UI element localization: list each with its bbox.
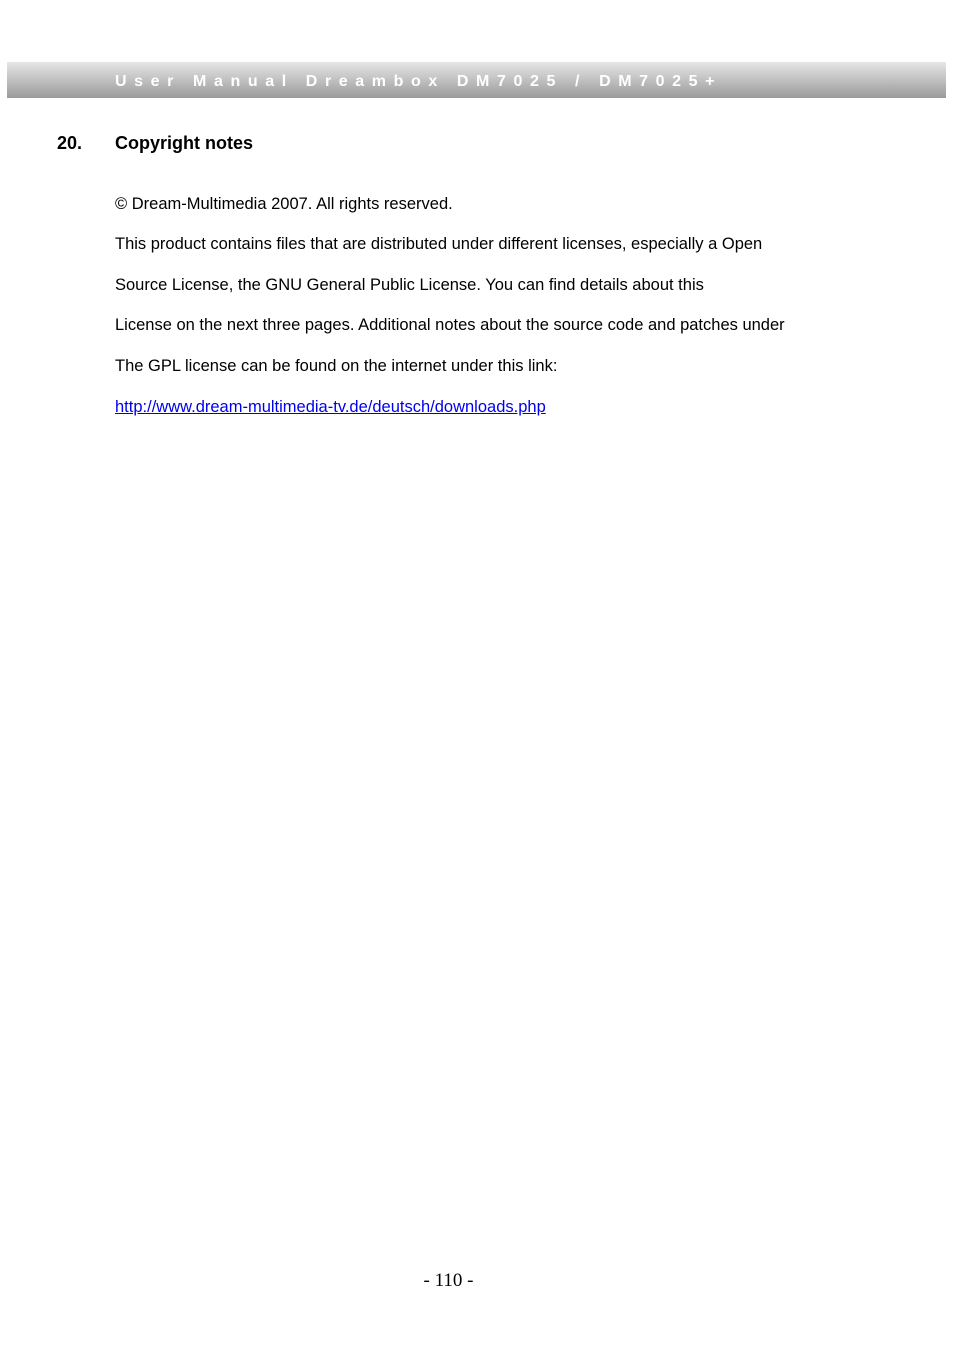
running-header-title: User Manual Dreambox DM7025 / DM7025+ — [115, 73, 723, 90]
running-header-bar — [7, 62, 946, 98]
body-line-2: Source License, the GNU General Public License. You can find details about this — [115, 276, 704, 294]
body-line-3: License on the next three pages. Additional notes about the source code and patches under — [115, 316, 785, 334]
body-line-4: The GPL license can be found on the internet under this link: — [115, 357, 558, 375]
page-number: - 110 - — [423, 1270, 474, 1291]
downloads-link[interactable]: http://www.dream-multimedia-tv.de/deutsch/downloads.php — [115, 398, 546, 416]
section-number: 20. — [57, 133, 83, 153]
copyright-line: © Dream-Multimedia 2007. All rights reserved. — [115, 195, 453, 213]
body-line-1: This product contains files that are distributed under different licenses, especially a Open — [115, 235, 763, 253]
section-title: Copyright notes — [115, 133, 253, 153]
